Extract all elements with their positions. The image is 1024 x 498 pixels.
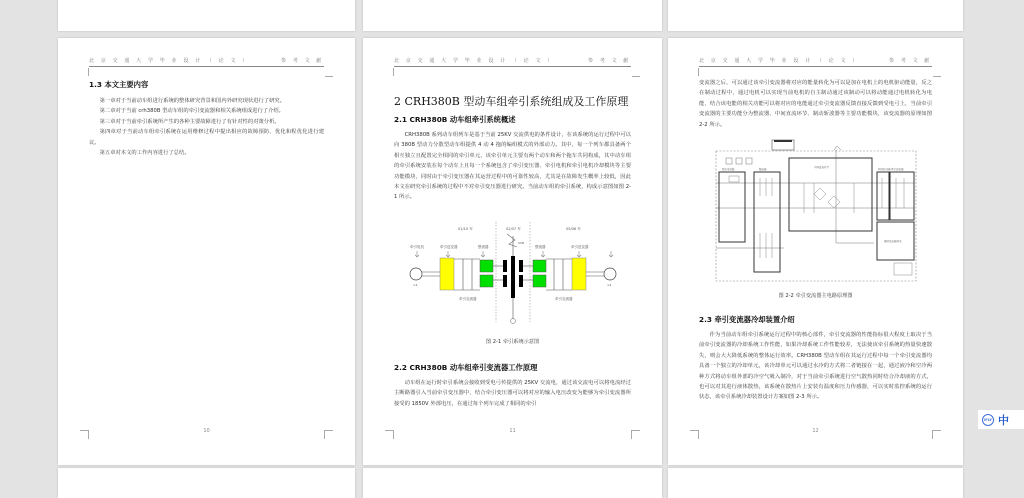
next-page-top: [58, 468, 355, 498]
section-heading: 2.2 CRH380B 动车组牵引变流器工作原理: [394, 363, 538, 372]
ime-language-toggle[interactable]: 中: [998, 413, 1009, 427]
margin-mark: [325, 76, 333, 85]
svg-text:牵引逆变器: 牵引逆变器: [891, 168, 904, 171]
figure-caption: 图 2-2 牵引变流器主电路原理图: [778, 293, 853, 299]
margin-mark: [80, 68, 89, 76]
page-number: 12: [812, 428, 819, 434]
svg-text:VCB: VCB: [518, 241, 525, 245]
svg-text:02/07 车: 02/07 车: [506, 227, 521, 231]
svg-text:牵引电机: 牵引电机: [410, 245, 424, 249]
traction-system-diagram: [403, 222, 623, 332]
chapter-title: 2 CRH380B 型动车组牵引系统组成及工作原理: [394, 95, 629, 108]
margin-mark: [632, 76, 640, 85]
body-text: 动车组在运行时牵引系统会接收到受电弓传提供的 25KV 交流电，通过该交流电可以将电流经过主断路器引入当前牵引变压器中，结合牵引变压器可以将对应的输入电压改变为能够为牵引变流器所接受的 1850V 外部电压，在通过每个列车完成了相同的牵引: [394, 380, 631, 407]
next-page-top: [363, 468, 662, 498]
page-header: [699, 57, 932, 67]
ime-toolbar[interactable]: [978, 410, 1024, 429]
body-text: CRH380B 系列动车组列车是基于当前 25KV 交流供电的条件设计，在该系统的运行过程中可以向 380B 型动力分散型动车组提供 4 动 4 拖的编组模式的外部动力。其中，每一个列车都具备两个相互独立且配置完全相同的牵引单元，该牵引单元主要有两个动车和两个拖车共同构成，其中动车组的牵引系统安装在每个动车上且每一个系统包含了牵引变压器、牵引电机和牵引电机冷却模块等主要功能模块，同时由于牵引变压器在其运营过程中的可靠性较高，尤其是在故障发生概率上较低，因此本文在研究牵引系统的过程中不对牵引变压器进行研究。当前动车组的牵引系统，构成示意图如图 2-1 所示。: [394, 132, 631, 201]
document-page[interactable]: [58, 38, 355, 465]
margin-mark: [933, 76, 941, 85]
section-heading: 2.1 CRH380B 动车组牵引系统概述: [394, 115, 516, 124]
svg-text:整流器: 整流器: [478, 245, 489, 249]
svg-text:中间直流环节: 中间直流环节: [814, 166, 830, 169]
svg-text:01/10 车: 01/10 车: [458, 227, 473, 231]
header-left: 北 京 交 通 大 学 毕 业 设 计 （ 论 文 ）: [394, 58, 555, 64]
header-left: 北 京 交 通 大 学 毕 业 设 计 （ 论 文 ）: [89, 58, 250, 64]
svg-text:整流器: 整流器: [759, 168, 767, 171]
page-header: [394, 57, 631, 67]
page-10b-bottom: [668, 0, 963, 31]
body-text: 变流器之后，可以通过该牵引变流器将对应的能量转化为可以是加在电机上的电机驱动能量，反之在制动过程中，通过电机可以实现当前电机的自主制动通过该制动可以将动能通过电机转化为电能，结合该电能的相关功能可以将对应的电能通过牵引变流器反馈直接反馈到受电弓上，当前牵引变流器的主要功能分为整流器、中间直流环节、制动斩波器等主要功能模块，该变流器的原理如图 2-2 所示。: [699, 80, 932, 128]
svg-text:制动斩波器: 制动斩波器: [878, 168, 891, 171]
page-9-bottom: [58, 0, 355, 31]
page-header: [89, 57, 324, 67]
body-text: 第一章对于当前动车组进行系统的整体研究背景和国内外研究现状进行了研究。 第二章对于当前 crh380B 型动车组的牵引变流器和相关系统组成进行了介绍。 第三章对于当前牵引系统所产生的各种主要故障进行了有针对性的对策分析。 第四章对于当前动车组牵引系统在运用维修过程中提出相应的故障预防、优化和程优化进行建议。 第五章对本文的工作内容进行了总结。: [89, 98, 324, 157]
figure-caption: 图 2-1 牵引系统示意图: [485, 339, 540, 345]
svg-text:牵引逆变器: 牵引逆变器: [571, 245, 589, 249]
header-right: 参 考 文 献: [281, 58, 324, 64]
next-page-top: [668, 468, 963, 498]
svg-text:预充电电路: 预充电电路: [722, 168, 735, 171]
converter-circuit-diagram: [714, 138, 919, 288]
svg-text:牵引变流器: 牵引变流器: [459, 297, 477, 301]
header-right: 参 考 文 献: [588, 58, 631, 64]
ime-icon[interactable]: iFLY: [982, 414, 994, 426]
page-number: 10: [203, 428, 210, 434]
margin-mark: [690, 68, 699, 76]
body-text: 作为当前动车组牵引系统运行过程中的核心部件，牵引变流器的性能指标很大程度上取决于当前牵引变流器的冷却系统工作性能，如果冷却系统工作性能较差，无法使该牵引系统的热量快速散失，则会大大降低系统的整体运行效率。CRH380B 型动车组在其运行过程中每一个牵引变流器均具备一个独立的冷却单元，该冷却单元可以通过水冷的方式将二者链接在一起，通过液冷和空冷两种方式将动车组外部的冷空气吸入制冷，对于当前牵引系统进行空气散热同时结合冷却液的方式，也可以对其进行液体散热，该系统在散热片上安装有温度和压力传感器，可以实时监控系统的运行状态，该牵引系统冷却装置设计方案如图 2-3 所示。: [699, 332, 932, 401]
svg-text:×4: ×4: [607, 283, 612, 287]
document-page[interactable]: [668, 38, 963, 465]
margin-mark: [385, 68, 394, 76]
page-10a-bottom: [363, 0, 662, 31]
section-heading: 1.3 本文主要内容: [89, 80, 149, 89]
document-page[interactable]: [363, 38, 662, 465]
page-number: 11: [509, 428, 516, 434]
svg-text:辅助变流器供电: 辅助变流器供电: [884, 240, 902, 243]
svg-text:整流器: 整流器: [535, 245, 546, 249]
header-right: 参 考 文 献: [889, 58, 932, 64]
svg-text:牵引变流器: 牵引变流器: [555, 297, 573, 301]
svg-text:×4: ×4: [413, 283, 418, 287]
svg-text:05/06 车: 05/06 车: [566, 227, 581, 231]
section-heading: 2.3 牵引变流器冷却装置介绍: [699, 315, 795, 324]
svg-text:牵引逆变器: 牵引逆变器: [440, 245, 458, 249]
header-left: 北 京 交 通 大 学 毕 业 设 计 （ 论 文 ）: [699, 58, 860, 64]
